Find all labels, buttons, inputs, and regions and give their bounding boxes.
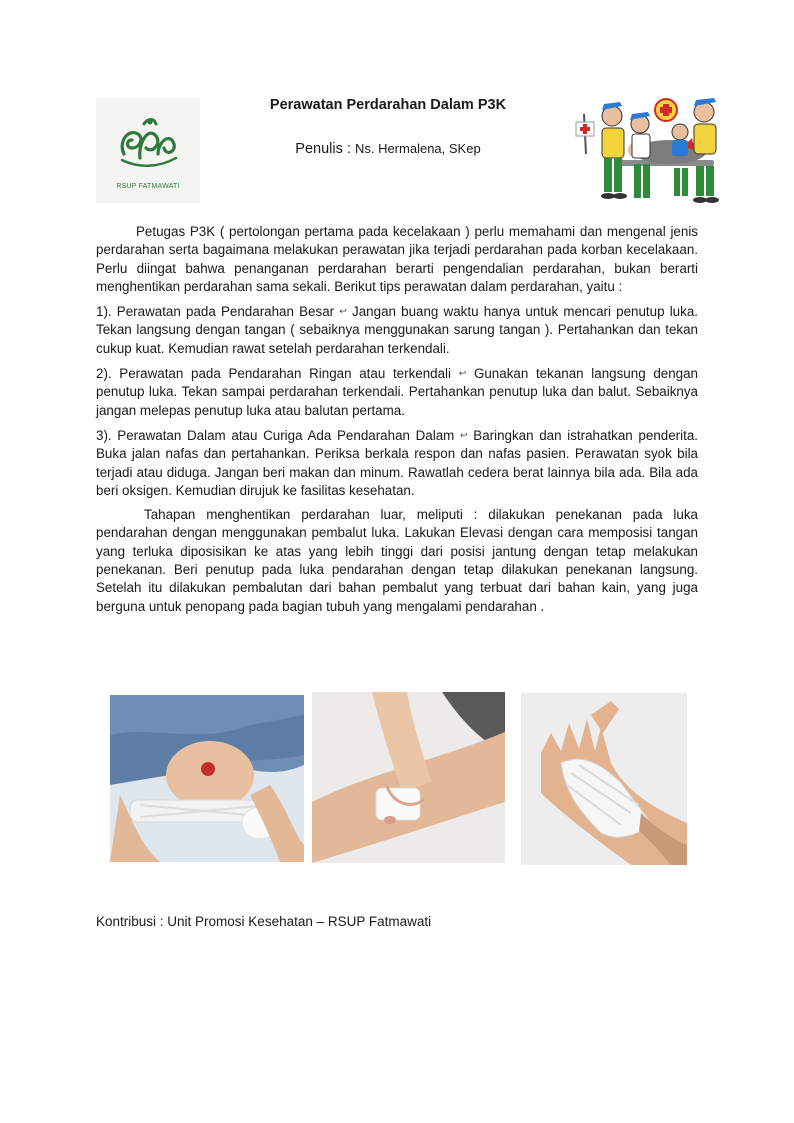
contribution-footer: Kontribusi : Unit Promosi Kesehatan – RSUP Fatmawati — [96, 914, 432, 929]
tip-item-1 — [96, 302, 698, 358]
author-name: Ns. Hermalena, SKep — [354, 141, 481, 156]
tip-heading: 1). Perawatan pada Pendarahan Besar — [96, 304, 335, 320]
knee-bandage-image — [110, 695, 304, 862]
hospital-logo — [96, 98, 200, 203]
hand-bandage-image — [521, 693, 687, 865]
closing-paragraph: Tahapan menghentikan perdarahan luar, meliputi : dilakukan penekanan pada luka pendarahan dengan menggunakan pembalut luka. Lakukan Elevasi dengan cara memposisi tangan yang terluka diposisikan ke atas yang lebih tinggi dari posisi jantung dengan tetap melakukan penekanan. Beri penutup pada luka pendarahan dengan tetap dilakukan penekanan langsung. Setelah itu dilakukan pembalutan dari bahan pembalut yang terbuat dari bahan kain, yang juga berguna untuk penopang pada bagian tubuh yang mengalami pendarahan . — [96, 507, 698, 614]
tip-item-2 — [96, 364, 698, 420]
return-mark-icon: ↩ — [339, 306, 347, 317]
stretcher-illustration-icon — [574, 94, 726, 212]
first-aid-stretcher-cartoon — [574, 94, 726, 212]
tip-text: Gunakan tekanan langsung dengan penutup luka. Tekan sampai perdarahan terkendali. Pertahankan penutup luka dan balut. Sebaiknya jangan melepas penutup luka atau balutan pertama. — [96, 366, 698, 418]
tip-text: Baringkan dan istrahatkan penderita. Buka jalan nafas dan pertahankan. Periksa berkala respon dan nafas pasien. Perawatan syok bila terjadi atau diduga. Jangan beri makan dan minum. Rawatlah cedera berat lainnya bila ada. Bila ada beri oksigen. Kemudian dirujuk ke fasilitas kesehatan. — [96, 427, 698, 498]
tip-heading: 2). Perawatan pada Pendarahan Ringan atau terkendali — [96, 366, 452, 382]
tip-text: Jangan buang waktu hanya untuk mencari penutup luka. Tekan langsung dengan tangan ( sebaiknya menggunakan sarung tangan ). Pertahankan dan tekan cukup kuat. Kemudian rawat setelah perdarahan terkendali. — [96, 304, 698, 356]
return-mark-icon: ↩ — [460, 429, 468, 440]
page-title: Perawatan Perdarahan Dalam P3K — [269, 97, 507, 113]
return-mark-icon: ↩ — [458, 368, 467, 379]
author-label: Penulis : — [295, 141, 351, 157]
tip-heading: 3). Perawatan Dalam atau Curiga Ada Pendarahan Dalam — [96, 427, 455, 443]
author-line — [200, 141, 576, 157]
tip-item-3 — [96, 426, 698, 500]
arm-pressure-image — [312, 692, 505, 863]
photo-arm-pressure — [312, 692, 505, 863]
logo-emblem-icon — [114, 114, 182, 176]
photo-knee-bandaging — [110, 695, 304, 862]
article-body — [96, 223, 698, 622]
logo-text: RSUP FATMAWATI — [116, 183, 180, 190]
intro-paragraph: Petugas P3K ( pertolongan pertama pada kecelakaan ) perlu memahami dan mengenal jenis perdarahan serta bagaimana melakukan perawatan jika terjadi perdarahan pada korban kecelakaan. Perlu diingat bahwa penanganan perdarahan berarti pengendalian perdarahan, bukan berarti menghentikan perdarahan sama sekali. Berikut tips perawatan dalam perdarahan, yaitu : — [96, 224, 698, 294]
photo-hand-bandage — [521, 693, 687, 865]
